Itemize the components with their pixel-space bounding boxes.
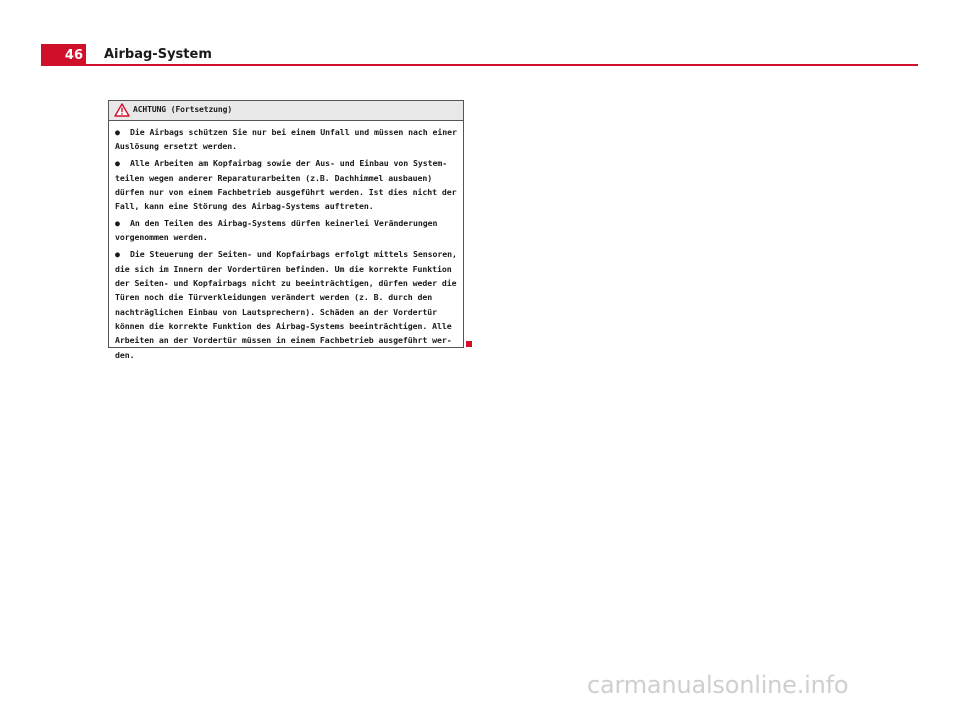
warning-item-text: den.	[115, 349, 135, 360]
warning-item-text: dürfen nur von einem Fachbetrieb ausgeführt werden. Ist dies nicht der	[115, 186, 457, 197]
warning-item-line	[115, 262, 459, 276]
warning-item-line	[115, 319, 459, 333]
warning-item-text: der Seiten- und Kopfairbags nicht zu beeinträchtigen, dürfen weder die	[115, 278, 457, 289]
warning-item-text: teilen wegen anderer Reparaturarbeiten (z.B. Dachhimmel ausbauen)	[115, 172, 433, 183]
warning-item	[115, 247, 459, 361]
bullet-icon: ●	[115, 127, 120, 137]
warning-item-line	[115, 216, 459, 230]
warning-triangle-icon	[114, 103, 130, 117]
warning-item-text: vorgenommen werden.	[115, 232, 208, 243]
warning-item-line	[115, 305, 459, 319]
warning-header	[109, 101, 463, 121]
header-rule	[86, 64, 918, 66]
warning-item-line	[115, 333, 459, 347]
warning-item-text: können die korrekte Funktion des Airbag-Systems beeinträchtigen. Alle	[115, 320, 452, 331]
bullet-icon: ●	[115, 218, 120, 229]
warning-item-text: Arbeiten an der Vordertür müssen in einem Fachbetrieb ausgeführt wer-	[115, 335, 452, 346]
warning-item-text: die sich im Innern der Vordertüren befinden. Um die korrekte Funktion	[115, 263, 452, 274]
warning-item-line	[115, 230, 459, 244]
warning-item	[115, 216, 459, 245]
warning-item-text: Die Steuerung der Seiten- und Kopfairbags erfolgt mittels Sensoren,	[130, 249, 457, 260]
warning-title: ACHTUNG (Fortsetzung)	[133, 105, 233, 114]
warning-box	[108, 100, 464, 360]
warning-item-line	[115, 348, 459, 362]
warning-item-line	[115, 125, 459, 139]
page-number: 46	[41, 44, 86, 66]
section-title: Airbag-System	[104, 47, 212, 62]
page-header	[41, 44, 918, 66]
warning-item-text: Türen noch die Türverkleidungen verändert werden (z. B. durch den	[115, 292, 433, 303]
warning-item-text: Fall, kann eine Störung des Airbag-Systems auftreten.	[115, 201, 374, 212]
warning-item	[115, 125, 459, 154]
warning-body	[109, 121, 463, 362]
watermark: carmanualsonline.info	[587, 671, 849, 699]
warning-item	[115, 156, 459, 213]
warning-item-text: Die Airbags schützen Sie nur bei einem Unfall und müssen nach einer	[130, 127, 457, 137]
warning-item-text: An den Teilen des Airbag-Systems dürfen keinerlei Veränderungen	[130, 218, 438, 229]
warning-item-line	[115, 171, 459, 185]
warning-item-line	[115, 290, 459, 304]
warning-item-line	[115, 276, 459, 290]
warning-item-line	[115, 185, 459, 199]
warning-item-line	[115, 139, 459, 153]
warning-item-text: Auslösung ersetzt werden.	[115, 141, 237, 152]
warning-item-line	[115, 199, 459, 213]
bullet-icon: ●	[115, 158, 120, 169]
warning-item-line	[115, 156, 459, 170]
warning-item-line	[115, 247, 459, 261]
warning-item-text: Alle Arbeiten am Kopfairbag sowie der Aus- und Einbau von System-	[130, 158, 448, 169]
warning-item-text: nachträglichen Einbau von Lautsprechern). Schäden an der Vordertür	[115, 306, 438, 317]
bullet-icon: ●	[115, 249, 120, 260]
section-end-marker	[466, 341, 472, 347]
